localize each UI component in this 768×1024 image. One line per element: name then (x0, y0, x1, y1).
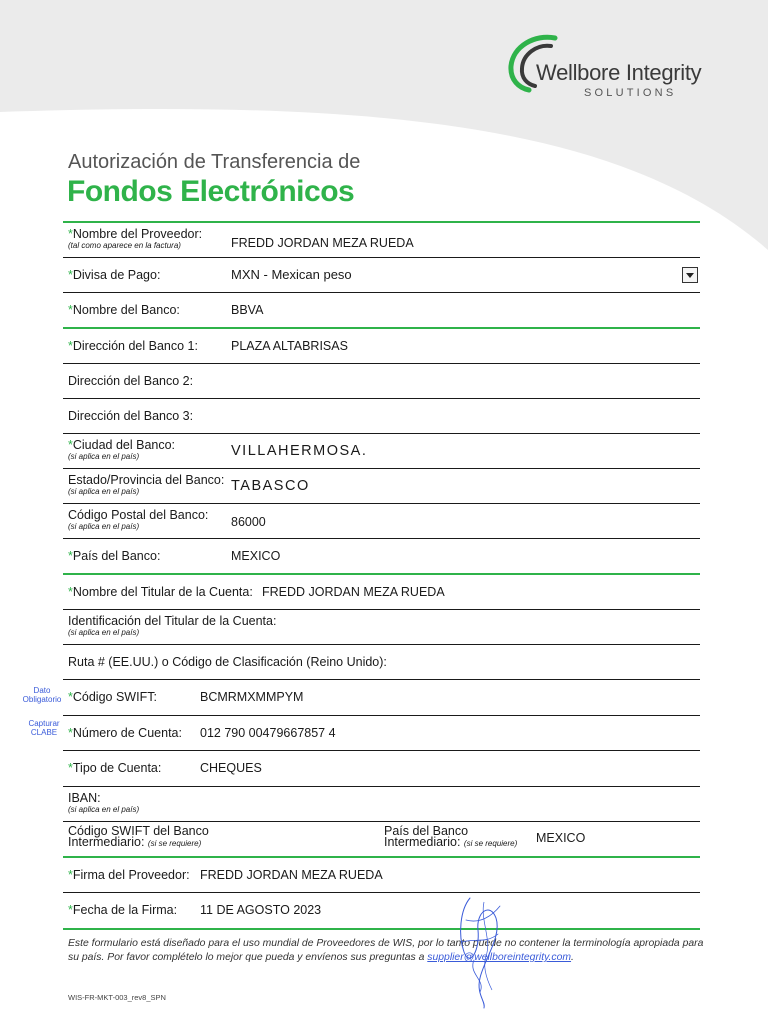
fecha-field[interactable]: 11 DE AGOSTO 2023 (200, 903, 322, 917)
fecha-label: *Fecha de la Firma: (68, 903, 178, 917)
row-tipo (63, 751, 700, 786)
row-ruta (63, 645, 700, 679)
form-title-line2: Fondos Electrónicos (67, 175, 355, 208)
cp-label: Código Postal del Banco: (si aplica en el país) (68, 508, 209, 531)
swift-label: *Código SWIFT: (68, 690, 157, 704)
row-swift (63, 680, 700, 715)
row-dir3 (63, 399, 700, 433)
row-fecha (63, 893, 700, 928)
proveedor-label: *Nombre del Proveedor: (tal como aparece en la factura) (68, 227, 203, 250)
row-titular (63, 575, 700, 609)
logo-wordmark: Wellbore Integrity (536, 60, 702, 85)
estado-field[interactable]: TABASCO (231, 478, 310, 494)
banco-field[interactable]: BBVA (231, 303, 264, 317)
supplier-email-link[interactable]: supplier@wellboreintegrity.com (427, 952, 572, 963)
estado-label: Estado/Provincia del Banco: (si aplica en el país) (68, 473, 225, 496)
ciudad-field[interactable]: VILLAHERMOSA. (231, 443, 368, 459)
titular-field[interactable]: FREDD JORDAN MEZA RUEDA (262, 585, 445, 599)
tipo-label: *Tipo de Cuenta: (68, 761, 162, 775)
divisa-label: *Divisa de Pago: (68, 268, 161, 282)
dir1-label: *Dirección del Banco 1: (68, 339, 198, 353)
row-cuenta (63, 716, 700, 750)
id-titular-label: Identificación del Titular de la Cuenta: (si aplica en el país) (68, 614, 277, 637)
pais-field[interactable]: MEXICO (231, 549, 281, 563)
swift-field[interactable]: BCMRMXMMPYM (200, 690, 304, 704)
row-banco (63, 293, 700, 327)
row-cp (63, 504, 700, 538)
proveedor-field[interactable]: FREDD JORDAN MEZA RUEDA (231, 236, 414, 250)
cuenta-field[interactable]: 012 790 00479667857 4 (200, 726, 336, 740)
pais-label: *País del Banco: (68, 549, 161, 563)
firma-label: *Firma del Proveedor: (68, 868, 190, 882)
iban-label: IBAN: (si aplica en el país) (68, 791, 140, 814)
chevron-down-icon[interactable] (682, 267, 698, 283)
row-iban (63, 787, 700, 821)
row-dir2 (63, 364, 700, 398)
document-code: WIS-FR-MKT-003_rev8_SPN (68, 993, 166, 1002)
row-id-titular (63, 610, 700, 644)
dir1-field[interactable]: PLAZA ALTABRISAS (231, 339, 348, 353)
row-dir1 (63, 329, 700, 363)
side-note-dato-obligatorio: Dato Obligatorio (22, 686, 62, 704)
pais-inter-label: País del Banco Intermediario: (si se requiere) (384, 824, 518, 849)
pais-inter-field[interactable]: MEXICO (536, 831, 586, 845)
banco-label: *Nombre del Banco: (68, 303, 180, 317)
ruta-label: Ruta # (EE.UU.) o Código de Clasificación (Reino Unido): (68, 655, 387, 669)
logo-subtitle: SOLUTIONS (584, 87, 677, 99)
row-intermediario (63, 822, 700, 856)
titular-label: *Nombre del Titular de la Cuenta: (68, 585, 253, 599)
handwritten-signature (440, 890, 520, 1010)
firma-field[interactable]: FREDD JORDAN MEZA RUEDA (200, 868, 383, 882)
divisa-select[interactable]: MXN - Mexican peso (231, 267, 352, 282)
row-ciudad (63, 434, 700, 468)
row-estado (63, 469, 700, 503)
row-pais (63, 539, 700, 573)
transfer-form (63, 221, 700, 930)
row-firma (63, 858, 700, 892)
row-proveedor (63, 223, 700, 257)
form-title-line1: Autorización de Transferencia de (68, 151, 361, 173)
cuenta-label: *Número de Cuenta: (68, 726, 182, 740)
cp-field[interactable]: 86000 (231, 515, 266, 529)
dir2-label: Dirección del Banco 2: (68, 374, 194, 388)
dir3-label: Dirección del Banco 3: (68, 409, 194, 423)
row-divisa (63, 258, 700, 292)
footer-disclaimer: Este formulario está diseñado para el uso mundial de Proveedores de WIS, por lo tanto puede no contener la terminología apropiada para su país. Por favor complételo lo mejor que pueda y envíenos sus preguntas a supplier@wellboreintegrity.com. (68, 938, 704, 963)
side-note-capturar-clabe: Capturar CLABE (28, 719, 60, 737)
ciudad-label: *Ciudad del Banco: (si aplica en el país) (68, 438, 176, 461)
tipo-field[interactable]: CHEQUES (200, 761, 262, 775)
swift-inter-label: Código SWIFT del Banco Intermediario: (si se requiere) (68, 824, 209, 849)
